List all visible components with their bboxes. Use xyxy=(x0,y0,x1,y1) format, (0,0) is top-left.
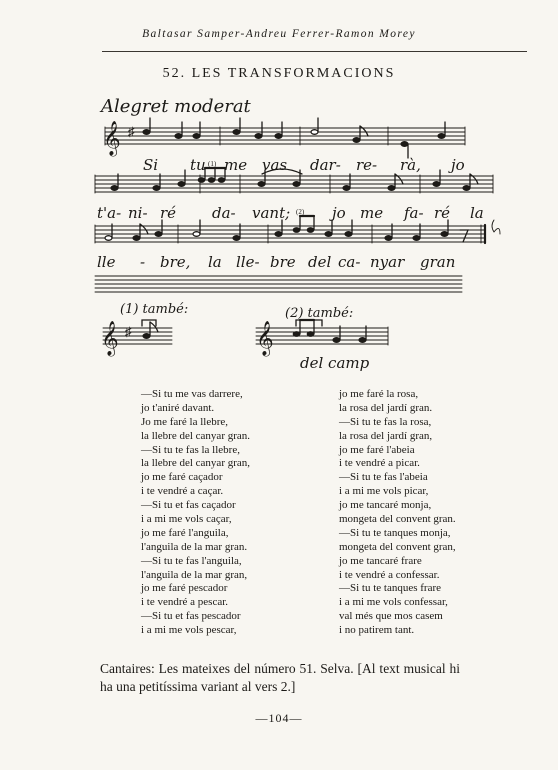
lyrics-line: —Si tu te tanques monja, xyxy=(339,526,451,539)
lyrics-line: —Si tu et fas caçador xyxy=(141,499,236,512)
lyrics-line: jo t'aniré davant. xyxy=(141,401,215,414)
lyric-syllable: rà, xyxy=(400,156,421,174)
lyric-syllable: t'a- xyxy=(97,204,122,222)
lyrics-left-column xyxy=(141,388,250,638)
lyric-syllable: la xyxy=(208,253,222,271)
lyrics-line: la rosa del jardí gran. xyxy=(339,401,433,414)
lyric-syllable: - xyxy=(140,253,146,271)
singers-note: Cantaires: Les mateixes del número 51. Selva. [Al text musical hi ha una petitíssima variant al vers 2.] xyxy=(100,661,460,694)
tempo-marking: Alegret moderat xyxy=(101,96,251,117)
lyrics-line: l'anguila de la mar gran, xyxy=(141,568,248,581)
lyric-syllable: ré xyxy=(434,204,451,222)
lyric-syllable: jo xyxy=(451,156,465,174)
lyrics-line: i te vendré a pescar. xyxy=(141,596,229,609)
lyrics-line: —Si tu me vas darrere, xyxy=(141,388,243,400)
lyric-syllable: nyar xyxy=(370,253,405,271)
lyric-syllable: del xyxy=(308,253,332,271)
song-title: 52. LES TRANSFORMACIONS xyxy=(162,66,396,81)
staff-system-1 xyxy=(105,127,465,145)
music-score xyxy=(0,90,558,375)
svg-text:♯: ♯ xyxy=(128,124,135,139)
lyrics-right-column xyxy=(339,388,456,638)
lyric-syllable: lle- xyxy=(236,253,260,271)
variant-2-text: del camp xyxy=(300,354,370,372)
header-rule xyxy=(102,51,527,52)
lyric-syllable: bre, xyxy=(160,253,191,271)
lyrics-line: i a mi me vols pescar, xyxy=(141,624,237,637)
lyrics-line: —Si tu te fas la rosa, xyxy=(339,415,432,428)
lyrics-line: jo me faré caçador xyxy=(141,471,223,484)
svg-text:𝄞: 𝄞 xyxy=(103,122,121,155)
lyrics-line: jo me faré l'anguila, xyxy=(141,526,229,539)
lyrics-line: la llebre del canyar gran. xyxy=(141,429,251,442)
lyrics-line: —Si tu et fas pescador xyxy=(141,610,241,623)
lyric-syllable: jo xyxy=(332,204,346,222)
lyrics-line: i te vendré a caçar. xyxy=(141,485,224,498)
lyrics-line: —Si tu te fas l'abeia xyxy=(339,471,428,484)
lyrics-line: i a mi me vols confessar, xyxy=(339,596,448,609)
lyric-syllable: bre xyxy=(270,253,296,271)
svg-text:𝄞: 𝄞 xyxy=(101,322,119,355)
lyrics-line: val més que mos casem xyxy=(339,610,443,623)
lyric-syllable: ca- xyxy=(338,253,361,271)
lyric-syllable: la xyxy=(470,204,484,222)
lyric-syllable: lle xyxy=(97,253,116,271)
lyrics-line: la rosa del jardí gran, xyxy=(339,429,433,442)
lyrics-line: —Si tu te fas la llebre, xyxy=(141,443,240,456)
lyrics-line: mongeta del convent gran, xyxy=(339,540,456,553)
lyrics-line: la llebre del canyar gran, xyxy=(141,457,251,470)
lyric-syllable: vas xyxy=(262,156,288,174)
variant-2-label: (2) també: xyxy=(285,306,354,321)
lyrics-line: i a mi me vols caçar, xyxy=(141,513,232,526)
lyrics-line: i no patirem tant. xyxy=(339,624,415,637)
lyrics-line: Jo me faré la llebre, xyxy=(141,415,229,428)
lyrics-line: jo me tancaré monja, xyxy=(339,499,432,512)
lyric-syllable: re- xyxy=(356,156,378,174)
lyrics-line: jo me faré la rosa, xyxy=(339,388,419,400)
lyrics-line: jo me faré pescador xyxy=(141,582,228,595)
lyrics-line: i te vendré a confessar. xyxy=(339,568,440,581)
lyric-syllable: ré xyxy=(160,204,177,222)
lyric-syllable: da- xyxy=(212,204,236,222)
lyric-syllable: fa- xyxy=(404,204,424,222)
lyrics-line: jo me faré l'abeia xyxy=(339,443,415,456)
lyrics-line: —Si tu te tanques frare xyxy=(339,582,442,595)
svg-text:(2): (2) xyxy=(296,208,305,216)
lyrics-line: i a mi me vols picar, xyxy=(339,485,429,498)
svg-text:(1): (1) xyxy=(208,160,217,168)
page-number: —104— xyxy=(255,711,303,725)
empty-staff xyxy=(95,276,462,292)
lyric-syllable: me xyxy=(360,204,384,222)
svg-text:♯: ♯ xyxy=(125,324,132,339)
lyrics-line: jo me tancaré frare xyxy=(339,554,422,567)
svg-text:𝄞: 𝄞 xyxy=(256,322,274,355)
lyrics-line: mongeta del convent gran. xyxy=(339,513,456,526)
lyric-syllable: tu xyxy=(190,156,206,174)
lyric-syllable: ni- xyxy=(128,204,148,222)
lyrics-line: —Si tu te fas l'anguila, xyxy=(141,554,242,567)
variant-1-label: (1) també: xyxy=(120,302,189,317)
lyric-syllable: me xyxy=(224,156,248,174)
lyric-syllable: dar- xyxy=(310,156,341,174)
running-head: Baltasar Samper-Andreu Ferrer-Ramon Morey xyxy=(142,28,416,40)
lyric-syllable: vant; xyxy=(252,204,291,222)
lyrics-line: i te vendré a picar. xyxy=(339,457,420,470)
lyric-syllable: gran xyxy=(420,253,456,271)
lyrics-line: l'anguila de la mar gran. xyxy=(141,540,248,553)
lyric-syllable: Si xyxy=(143,156,159,174)
